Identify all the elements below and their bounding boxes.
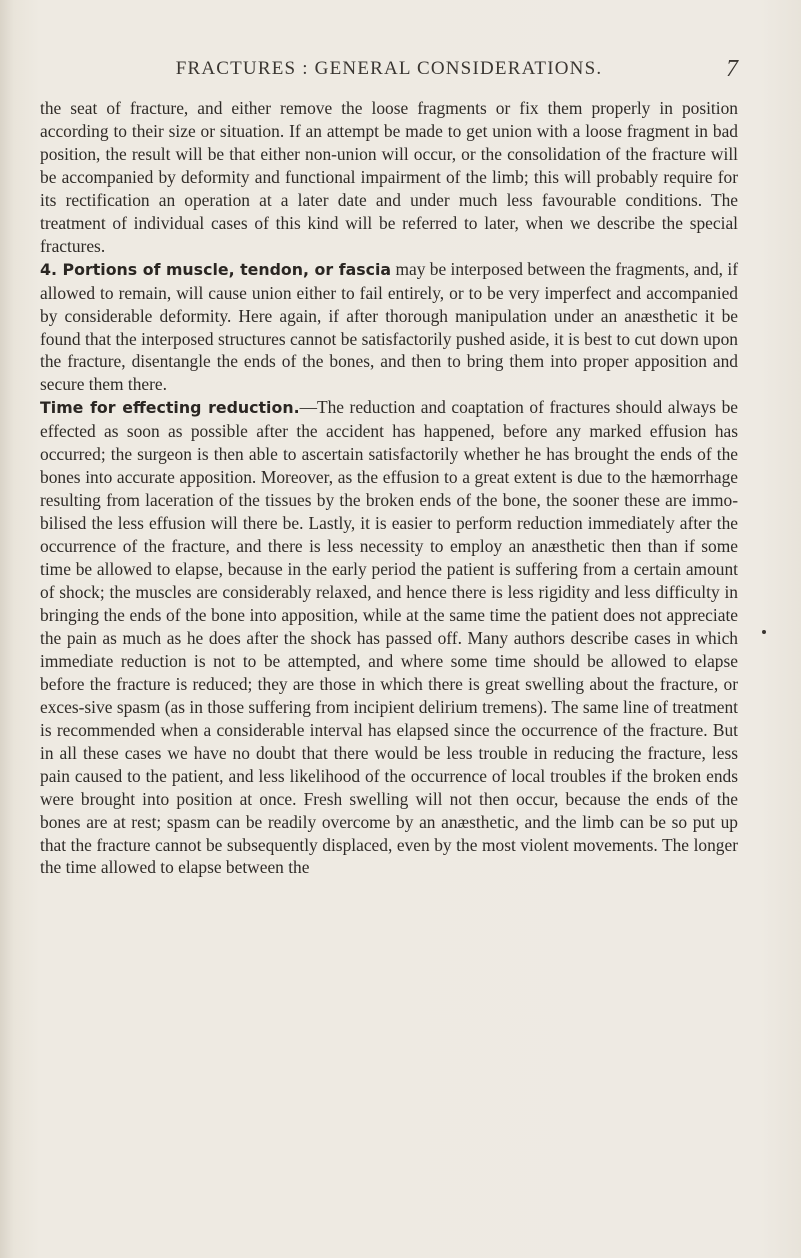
- ink-speck: [762, 630, 766, 634]
- paragraph-continuation: [40, 97, 738, 258]
- page-number: 7: [726, 56, 738, 82]
- paragraph-text: —The reduction and coaptation of fractures should always be effected as soon as possible after the accident has happened, before any marked effusion has occurred; the surgeon is then able to ascertain satisfactorily whether he has brought the ends of the bones into accurate apposition. Moreover, as the effusion to a great extent is due to the hæmorrhage resulting from laceration of the tissues by the broken ends of the bone, the sooner these are immo-bilised the less effusion will there be. Lastly, it is easier to perform reduction immediately after the occurrence of the fracture, and there is less necessity to employ an anæsthetic then than if some time be allowed to elapse, because in the early period the patient is suffering from a certain amount of shock; the muscles are considerably relaxed, and hence there is less rigidity and less difficulty in bringing the ends of the bone into apposition, while at the same time the patient does not appreciate the pain as much as he does after the shock has passed off. Many authors describe cases in which immediate reduction is not to be attempted, and where some time should be allowed to elapse before the fracture is reduced; they are those in which there is great swelling about the fracture, or exces-sive spasm (as in those suffering from incipient delirium tremens). The same line of treatment is recommended when a considerable interval has elapsed since the occurrence of the fracture. But in all these cases we have no doubt that there would be less trouble in reducing the fracture, less pain caused to the patient, and less likelihood of the occurrence of local troubles if the broken ends were brought into position at once. Fresh swelling will not then occur, because the ends of the bones are at rest; spasm can be readily overcome by an anæsthetic, and the limb can be so put up that the fracture cannot be subsequently displaced, even by the most violent movements. The longer the time allowed to elapse between the: [40, 397, 738, 878]
- paragraph-time-for-reduction: [40, 396, 738, 879]
- page-header: [40, 58, 738, 88]
- paragraph-interposed-tissues: [40, 258, 738, 397]
- body-text: [40, 97, 738, 879]
- paragraph-text: the seat of fracture, and either remove the loose fragments or fix them properly in position according to their size or situation. If an attempt be made to get union with a loose fragment in bad position, the result will be that either non-union will occur, or the consolidation of the fracture will be accompanied by deformity and functional impairment of the limb; this will probably require for its rectification an operation at a later date and under much less favourable conditions. The treatment of individual cases of this kind will be referred to later, when we describe the special fractures.: [40, 98, 738, 256]
- paragraph-heading: Time for effecting reduction.: [40, 398, 300, 418]
- running-head: FRACTURES : GENERAL CONSIDERATIONS.: [175, 58, 603, 79]
- paragraph-text: may be interposed between the fragments, and, if allowed to remain, will cause union either to fail entirely, or to be very imperfect and accompanied by considerable deformity. Here again, if after thorough manipulation under an anæsthetic it be found that the interposed structures cannot be satisfactorily pushed aside, it is best to cut down upon the fracture, disentangle the ends of the bones, and then to bring them into proper apposition and secure them there.: [40, 258, 738, 395]
- paragraph-heading: 4. Portions of muscle, tendon, or fascia: [40, 259, 392, 279]
